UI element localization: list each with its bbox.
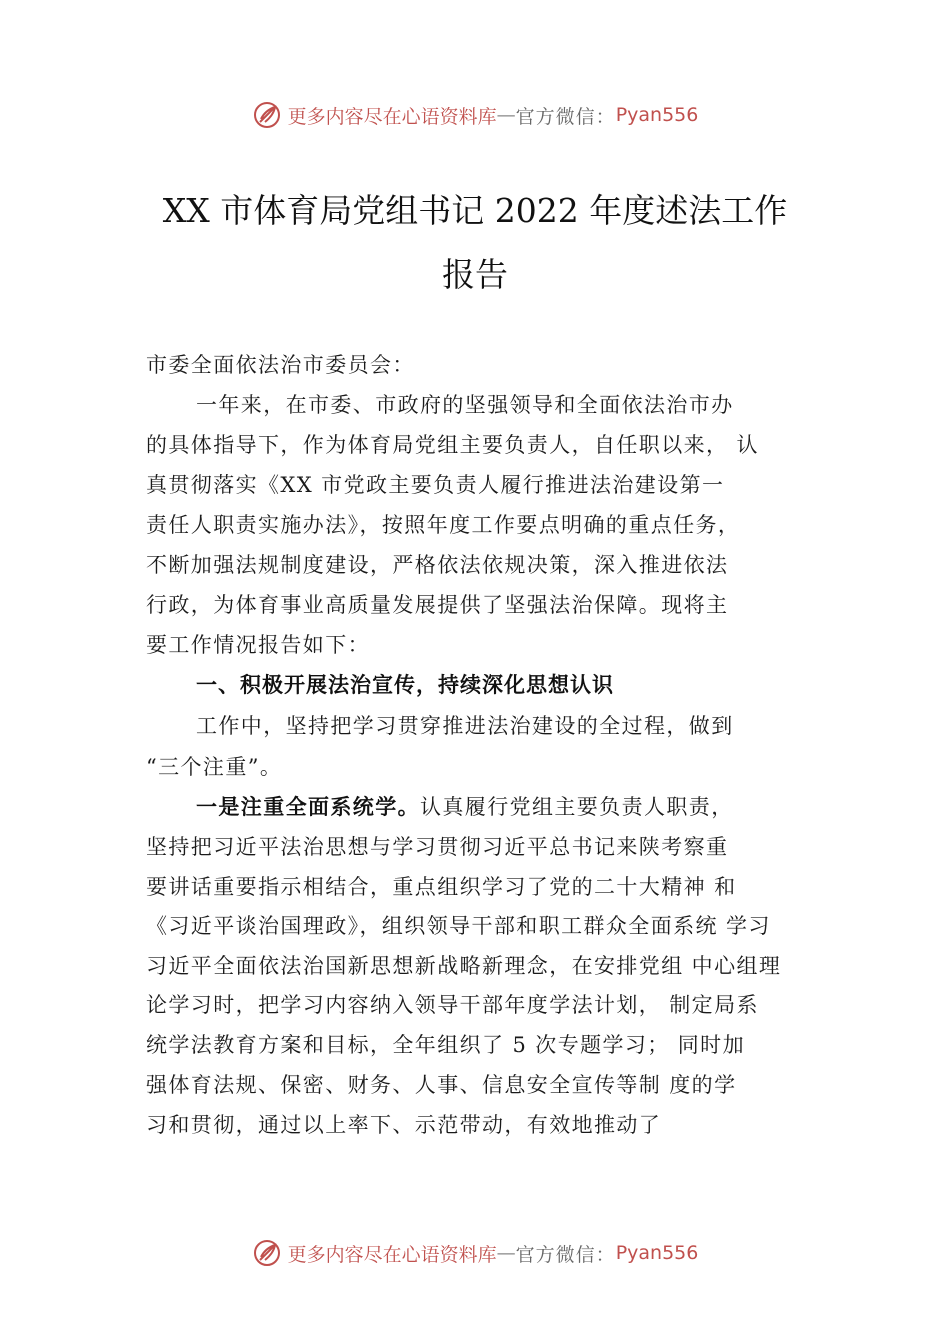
- quill-logo-icon: [252, 1238, 282, 1268]
- watermark-site: 更多内容尽在心语资料库: [287, 105, 497, 128]
- watermark-wechat-id: Pyan556: [615, 1242, 699, 1264]
- section-1-intro-line-1: 工作中，坚持把学习贯穿推进法治建设的全过程，做到: [196, 714, 734, 738]
- watermark-label: 官方微信：: [515, 1243, 616, 1266]
- watermark-wechat-id: Pyan556: [615, 104, 699, 126]
- point-1-lead: 一是注重全面系统学。: [196, 795, 420, 819]
- point-1-line-5: 习近平全面依法治国新思想新战略新理念，在安排党组 中心组理: [146, 954, 782, 978]
- watermark-footer: [0, 1233, 950, 1273]
- point-1-line-2: 坚持把习近平法治思想与学习贯彻习近平总书记来陕考察重: [146, 835, 729, 859]
- document-title-line-2: 报告: [442, 255, 508, 294]
- intro-line-1: 一年来，在市委、市政府的坚强领导和全面依法治市办: [196, 393, 734, 417]
- point-1-line-9: 习和贯彻，通过以上率下、示范带动，有效地推动了: [146, 1113, 662, 1137]
- section-1-intro-line-2: “三个注重”。: [146, 755, 283, 779]
- watermark-site: 更多内容尽在心语资料库: [287, 1243, 497, 1266]
- salutation: 市委全面依法治市委员会：: [146, 353, 415, 377]
- intro-line-4: 责任人职责实施办法》，按照年度工作要点明确的重点任务，: [146, 513, 741, 537]
- quill-logo-icon: [252, 100, 282, 130]
- point-1-first-line: [196, 787, 886, 827]
- watermark-label: 官方微信：: [515, 105, 616, 128]
- intro-line-3: 真贯彻落实《XX 市党政主要负责人履行推进法治建设第一: [146, 473, 725, 497]
- intro-line-2: 的具体指导下，作为体育局党组主要负责人，自任职以来， 认: [146, 433, 759, 457]
- point-1-line-3: 要讲话重要指示相结合，重点组织学习了党的二十大精神 和: [146, 875, 737, 899]
- watermark-dash: —: [496, 104, 516, 126]
- intro-line-7: 要工作情况报告如下：: [146, 633, 370, 657]
- point-1-line-6: 论学习时，把学习内容纳入领导干部年度学法计划， 制定局系: [146, 993, 759, 1017]
- point-1-line-4: 《习近平谈治国理政》，组织领导干部和职工群众全面系统 学习: [146, 914, 771, 938]
- intro-line-5: 不断加强法规制度建设，严格依法依规决策，深入推进依法: [146, 553, 729, 577]
- watermark-header: [0, 95, 950, 135]
- point-1-line-8: 强体育法规、保密、财务、人事、信息安全宣传等制 度的学: [146, 1073, 737, 1097]
- point-1-first-rest: 认真履行党组主要负责人职责，: [420, 795, 734, 819]
- section-1-heading: 一、积极开展法治宣传，持续深化思想认识: [196, 673, 614, 697]
- watermark-dash: —: [496, 1242, 516, 1264]
- document-title-line-1: XX 市体育局党组书记 2022 年度述法工作: [162, 191, 788, 230]
- point-1-line-7: 统学法教育方案和目标，全年组织了 5 次专题学习； 同时加: [146, 1033, 745, 1057]
- intro-line-6: 行政，为体育事业高质量发展提供了坚强法治保障。现将主: [146, 593, 729, 617]
